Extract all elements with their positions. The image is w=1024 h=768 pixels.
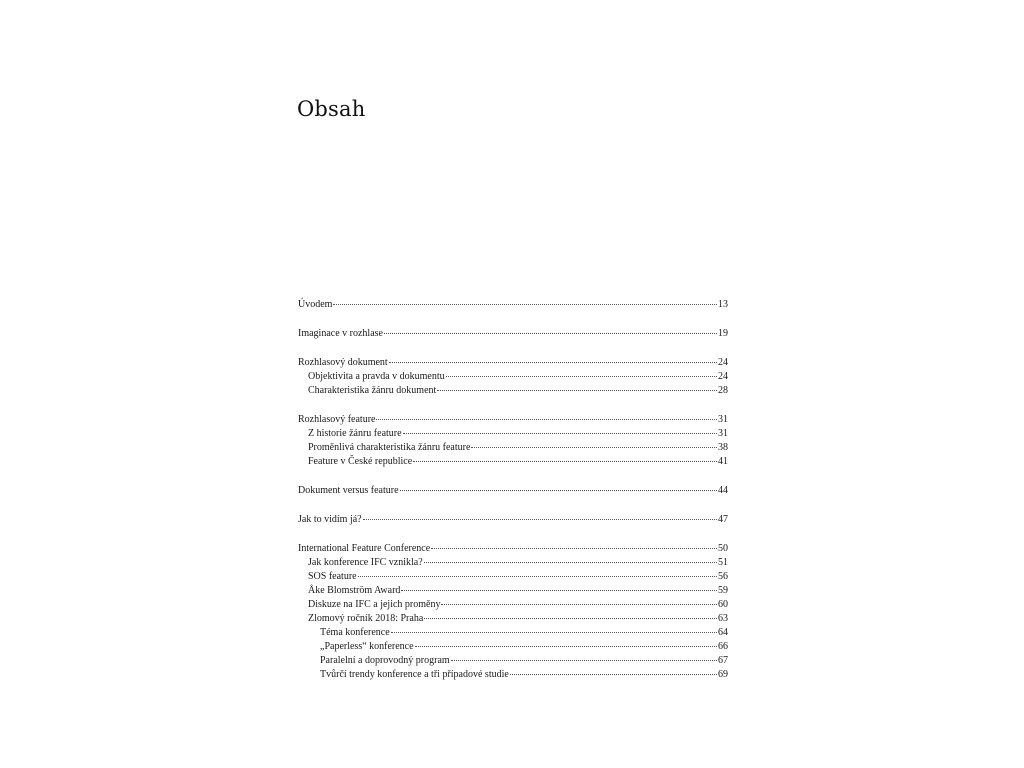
toc-entry-page-number: 63 [718,613,728,624]
dot-leader [424,618,717,619]
toc-entry-label: Rozhlasový feature [298,414,376,425]
toc-entry [298,556,728,570]
dot-leader [400,490,717,491]
toc-entry [298,570,728,584]
dot-leader [401,590,717,591]
toc-entry-page-number: 28 [718,385,728,396]
toc-entry-page-number: 56 [718,571,728,582]
toc-entry-page-number: 50 [718,543,728,554]
toc-entry-label: Jak konference IFC vznikla? [308,557,423,568]
toc-entry [298,455,728,469]
toc-entry [298,668,728,682]
toc-entry [298,413,728,427]
dot-leader [451,660,717,661]
toc-entry [298,584,728,598]
toc-entry-page-number: 47 [718,514,728,525]
toc-entry-page-number: 38 [718,442,728,453]
dot-leader [413,461,717,462]
toc-entry-label: Dokument versus feature [298,485,399,496]
toc-entry-label: Proměnlivá charakteristika žánru feature [308,442,471,453]
toc-entry-label: Åke Blomström Award [308,585,401,596]
toc-entry-page-number: 44 [718,485,728,496]
toc-entry-page-number: 59 [718,585,728,596]
dot-leader [510,674,717,675]
toc-entry-label: SOS feature [308,571,357,582]
toc-entry-label: Z historie žánru feature [308,428,402,439]
toc-entry-label: Tvůrčí trendy konference a tři případové studie [320,669,509,680]
toc-entry [298,654,728,668]
toc-entry-page-number: 31 [718,414,728,425]
toc-entry-page-number: 19 [718,328,728,339]
toc-entry-page-number: 67 [718,655,728,666]
toc-entry [298,513,728,527]
toc-entry-label: Úvodem [298,299,333,310]
dot-leader [403,433,717,434]
toc-entry [298,542,728,556]
dot-leader [376,419,717,420]
dot-leader [437,390,717,391]
toc-entry [298,370,728,384]
dot-leader [358,576,717,577]
toc-entry-label: Rozhlasový dokument [298,357,388,368]
dot-leader [384,333,717,334]
dot-leader [389,362,717,363]
toc-entry-label: Imaginace v rozhlase [298,328,383,339]
toc-entry-page-number: 31 [718,428,728,439]
dot-leader [363,519,717,520]
toc-entry [298,384,728,398]
toc-entry-label: Paralelní a doprovodný program [320,655,450,666]
toc-entry [298,612,728,626]
toc-entry-page-number: 41 [718,456,728,467]
toc-entry [298,427,728,441]
toc-entry-label: Jak to vidím já? [298,514,362,525]
toc-entry [298,640,728,654]
toc-entry-label: Feature v České republice [308,456,413,467]
toc-entry-label: Zlomový ročník 2018: Praha [308,613,424,624]
toc-entry-page-number: 13 [718,299,728,310]
toc-entry-label: „Paperless“ konference [320,641,414,652]
toc-entry [298,441,728,455]
toc-entry-page-number: 51 [718,557,728,568]
toc-entry [298,626,728,640]
toc-entry-page-number: 64 [718,627,728,638]
dot-leader [431,548,717,549]
toc-entry-page-number: 24 [718,371,728,382]
toc-entry-label: International Feature Conference [298,543,431,554]
toc-entry [298,484,728,498]
toc-entry [298,598,728,612]
toc-entry-page-number: 66 [718,641,728,652]
toc-entry [298,298,728,312]
toc-entry-label: Diskuze na IFC a jejich proměny [308,599,441,610]
toc-entry [298,327,728,341]
toc-entry-label: Objektivita a pravda v dokumentu [308,371,445,382]
dot-leader [471,447,717,448]
dot-leader [424,562,717,563]
toc-entry-label: Téma konference [320,627,390,638]
dot-leader [333,304,717,305]
toc-entry [298,356,728,370]
dot-leader [441,604,717,605]
toc-entry-page-number: 69 [718,669,728,680]
dot-leader [391,632,717,633]
toc-entry-page-number: 24 [718,357,728,368]
page-title: Obsah [297,97,366,121]
table-of-contents [298,298,728,682]
toc-entry-label: Charakteristika žánru dokument [308,385,437,396]
dot-leader [446,376,717,377]
toc-entry-page-number: 60 [718,599,728,610]
dot-leader [415,646,717,647]
